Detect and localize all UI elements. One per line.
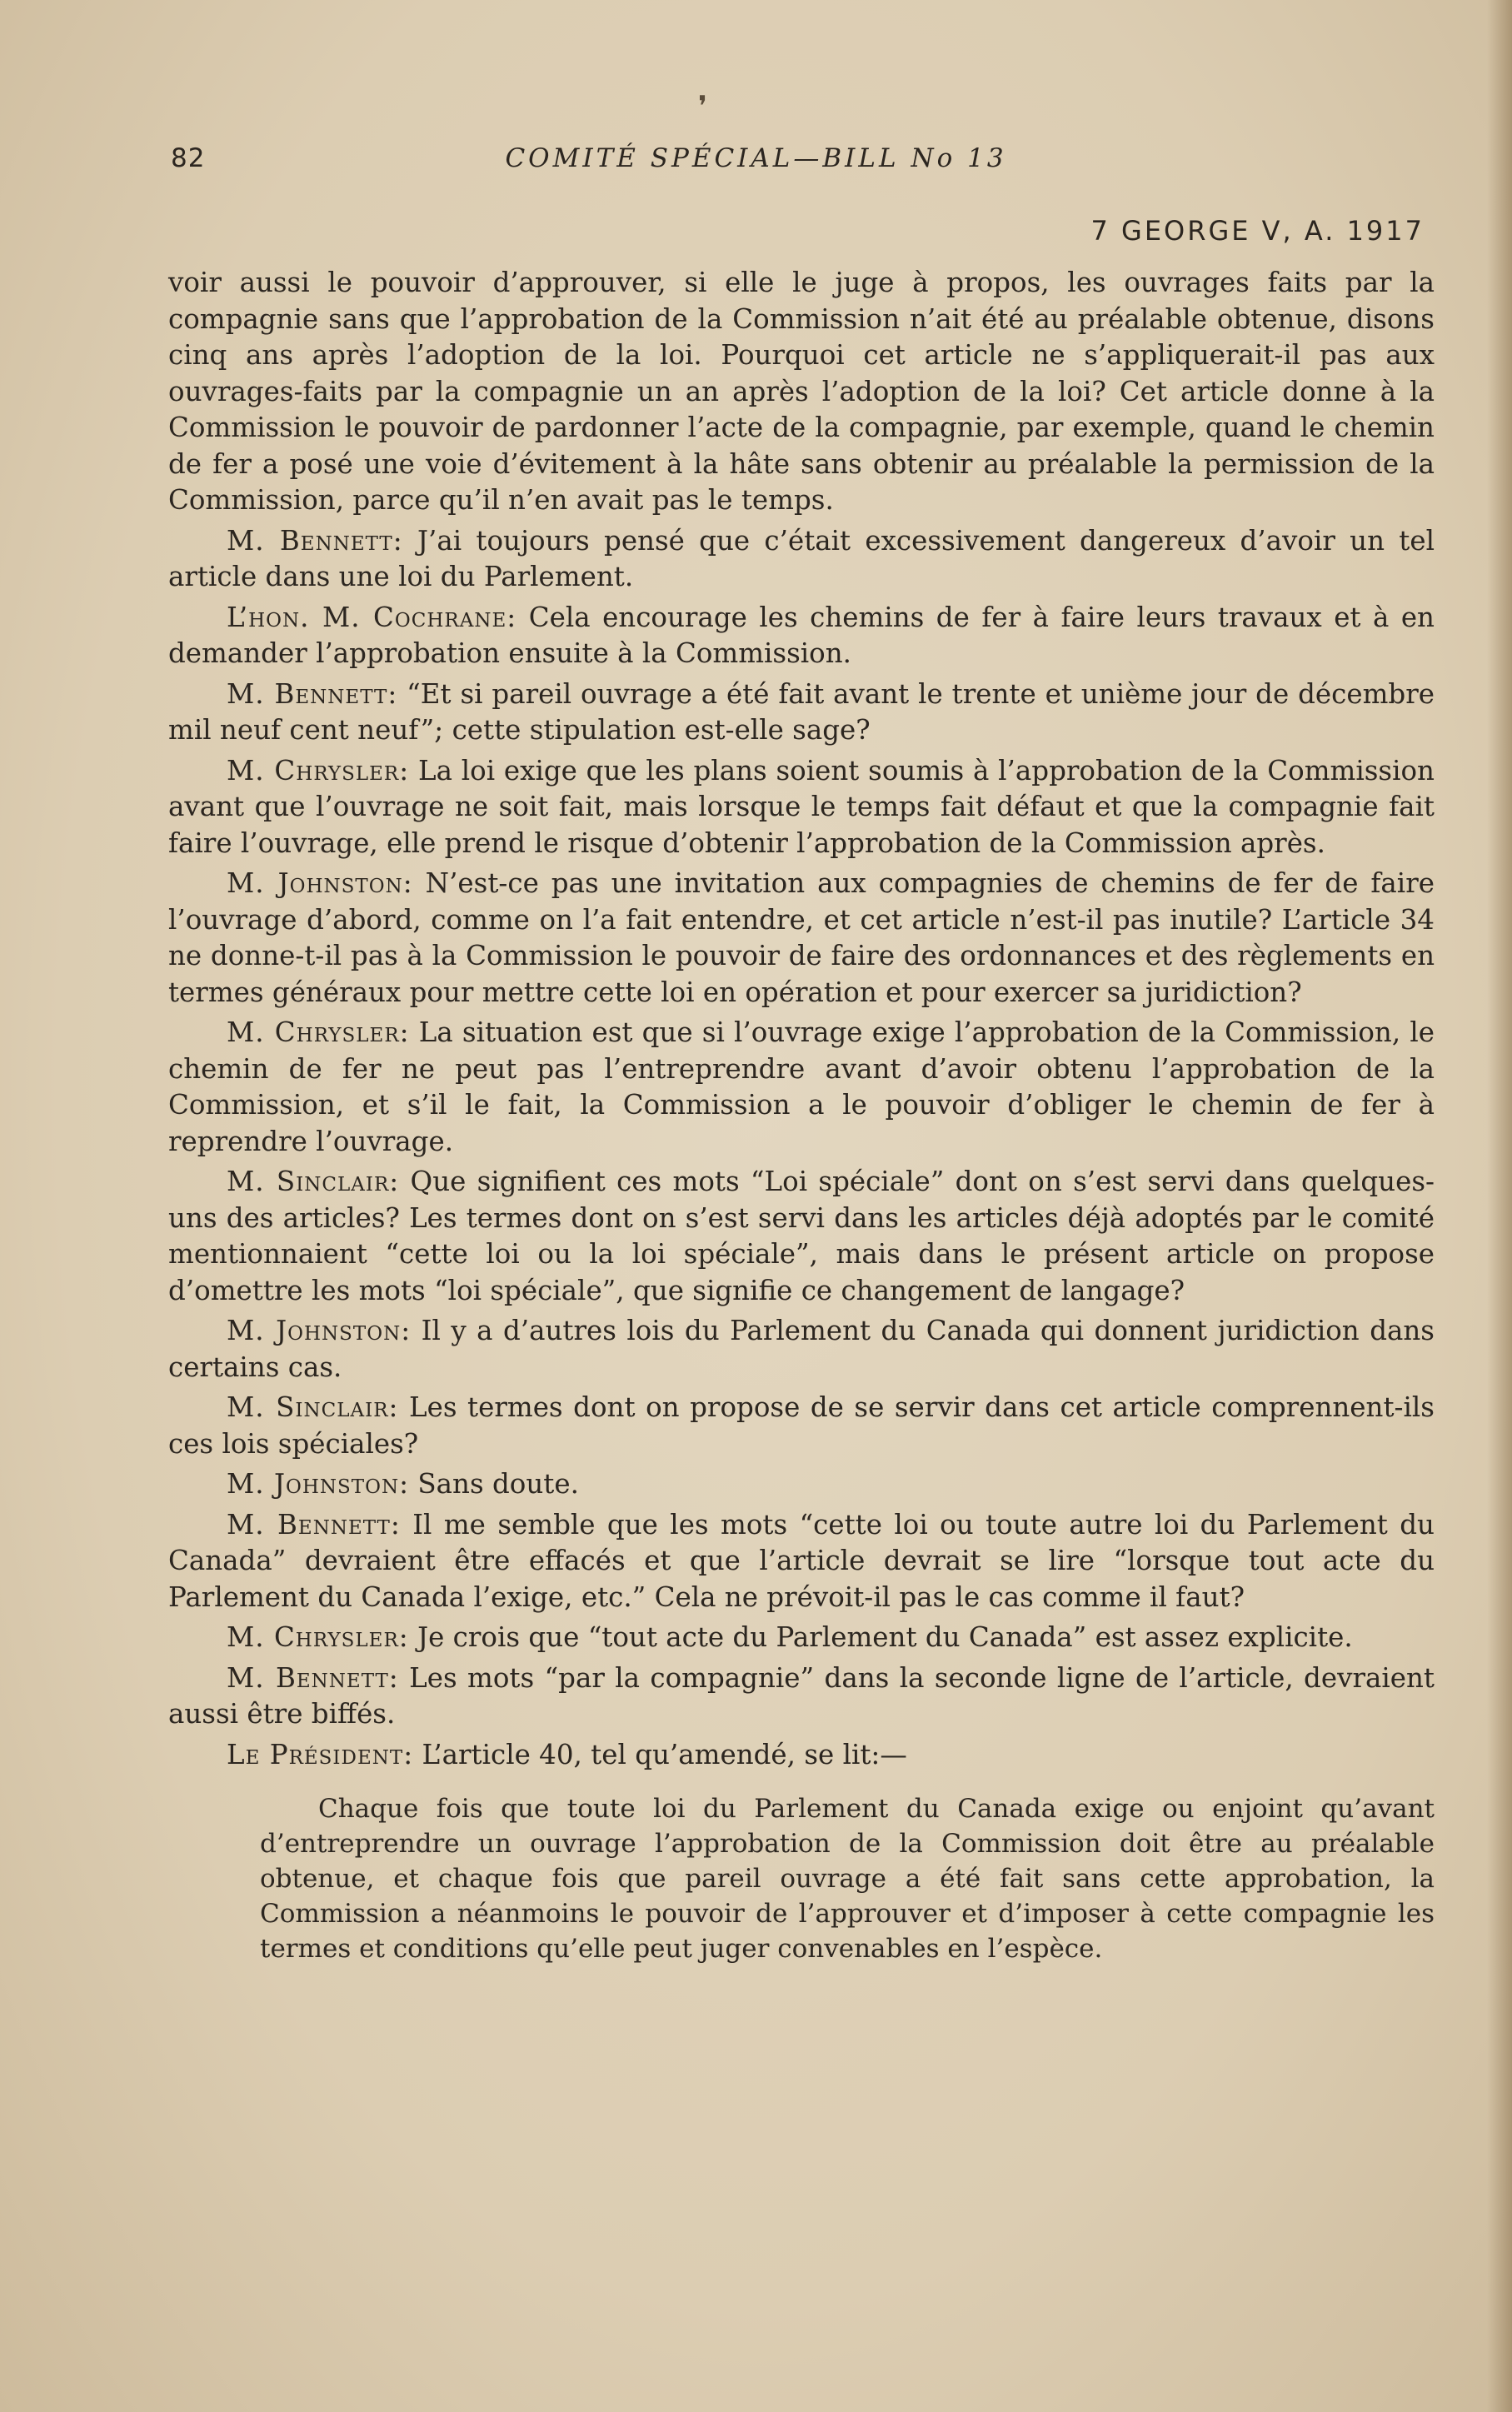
paragraph: [168, 753, 1435, 862]
running-title: COMITÉ SPÉCIAL—BILL No 13: [505, 143, 1007, 173]
paragraph: [168, 1390, 1435, 1462]
speaker-name: M. Johnston:: [227, 1315, 412, 1346]
speaker-name: M. Johnston:: [227, 1468, 410, 1500]
paragraph-text: Il me semble que les mots “cette loi ou toute autre loi du Parlement du Canada” devraient être effacés et que l’article devrait se lire “lorsque tout acte du Parlement du Canada l’exige, etc.” Cela ne prévoit-il pas le cas comme il faut?: [168, 1508, 1435, 1613]
paragraph: [168, 1620, 1435, 1656]
speaker-name: M. Sinclair:: [227, 1391, 399, 1423]
paragraph: [168, 1466, 1435, 1503]
paragraph-text: Je crois que “tout acte du Parlement du Canada” est assez explicite.: [417, 1621, 1353, 1653]
speaker-name: M. Chrysler:: [227, 754, 410, 787]
quoted-article: Chaque fois que toute loi du Parlement du Canada exige ou enjoint qu’avant d’entreprendre un ouvrage l’approbation de la Commission doit être au préalable obtenue, et chaque fois que pareil ouvrage a été fait sans cette approbation, la Commission a néanmoins le pouvoir de l’approuver et d’imposer à cette compagnie les termes et conditions qu’elle peut juger convenables en l’espèce.: [260, 1794, 1435, 1964]
paragraph: [168, 1737, 1435, 1774]
speaker-name: L’hon. M. Cochrane:: [227, 601, 517, 633]
speaker-name: M. Johnston:: [227, 867, 413, 899]
paragraph: [168, 600, 1435, 672]
paragraph: [168, 523, 1435, 596]
paragraph-text: Cela encourage les chemins de fer à faire leurs travaux et à en demander l’approbation ensuite à la Commission.: [168, 601, 1435, 669]
paragraph-text: “Et si pareil ouvrage a été fait avant le trente et unième jour de décembre mil neuf cent neuf”; cette stipulation est-elle sage?: [168, 677, 1435, 746]
paragraph: [168, 1164, 1435, 1309]
session-header: 7 GEORGE V, A. 1917: [1090, 215, 1425, 247]
paragraph-text: Les mots “par la compagnie” dans la seconde ligne de l’article, devraient aussi être biffés.: [168, 1661, 1435, 1730]
page-edge-shadow: [1487, 0, 1512, 2412]
speaker-name: M. Chrysler:: [227, 1016, 410, 1048]
paragraph: [168, 866, 1435, 1011]
paragraph: [168, 265, 1435, 519]
paragraph-text: J’ai toujours pensé que c’était excessivement dangereux d’avoir un tel article dans une loi du Parlement.: [168, 524, 1435, 592]
paragraph: [168, 1313, 1435, 1386]
speaker-name: M. Bennett:: [227, 1661, 399, 1694]
paragraph: [168, 1507, 1435, 1616]
speaker-name: M. Bennett:: [227, 1508, 401, 1541]
paragraph-text: N’est-ce pas une invitation aux compagnies de chemins de fer de faire l’ouvrage d’abord, comme on l’a fait entendre, et cet article n’est-il pas inutile? L’article 34 ne donne-t-il pas à la Commission le pouvoir de faire des ordonnances et des règlements en termes généraux pour mettre cette loi en opération et pour exercer sa juridiction?: [168, 867, 1435, 1008]
paragraph-text: Il y a d’autres lois du Parlement du Canada qui donnent juridiction dans certains cas.: [168, 1315, 1435, 1383]
paragraph-text: Les termes dont on propose de se servir dans cet article comprennent-ils ces lois spéciales?: [168, 1391, 1435, 1460]
paragraph-text: Sans doute.: [417, 1468, 579, 1500]
speaker-name: M. Bennett:: [227, 524, 403, 557]
speaker-name: Le Président:: [227, 1738, 414, 1770]
speaker-name: M. Chrysler:: [227, 1621, 409, 1653]
paragraph-text: L’article 40, tel qu’amendé, se lit:—: [422, 1738, 907, 1770]
speaker-name: M. Sinclair:: [227, 1166, 400, 1197]
paragraph-text: La situation est que si l’ouvrage exige l’approbation de la Commission, le chemin de fer ne peut pas l’entreprendre avant d’avoir obtenu l’approbation de la Commission, et s’il le fait, la Commission a le pouvoir d’obliger le chemin de fer à reprendre l’ouvrage.: [168, 1016, 1435, 1157]
body-text: [168, 265, 1435, 1966]
paragraph-text: La loi exige que les plans soient soumis à l’approbation de la Commission avant que l’ouvrage ne soit fait, mais lorsque le temps fait défaut et que la compagnie fait faire l’ouvrage, elle prend le risque d’obtenir l’approbation de la Commission après.: [168, 754, 1435, 859]
ink-blot: ❜: [698, 90, 707, 123]
paragraph-text: Que signifient ces mots “Loi spéciale” dont on s’est servi dans quelques-uns des articles? Les termes dont on s’est servi dans les articles déjà adoptés par le comité mentionnaient “cette loi ou la loi spéciale”, mais dans le présent article on propose d’omettre les mots “loi spéciale”, que signifie ce changement de langage?: [168, 1166, 1435, 1306]
page-number: 82: [171, 143, 206, 173]
speaker-name: M. Bennett:: [227, 677, 398, 710]
paragraph: [168, 1660, 1435, 1733]
paragraph-text: voir aussi le pouvoir d’approuver, si elle le juge à propos, les ouvrages faits par la compagnie sans que l’approbation de la Commission n’ait été au préalable obtenue, disons cinq ans après l’adoption de la loi. Pourquoi cet article ne s’appliquerait-il pas aux ouvrages-faits par la compagnie un an après l’adoption de la loi? Cet article donne à la Commission le pouvoir de pardonner l’acte de la compagnie, par exemple, quand le chemin de fer a posé une voie d’évitement à la hâte sans obtenir au préalable la permission de la Commission, parce qu’il n’en avait pas le temps.: [168, 267, 1435, 516]
paragraph: [168, 677, 1435, 749]
paragraph: [168, 1015, 1435, 1160]
